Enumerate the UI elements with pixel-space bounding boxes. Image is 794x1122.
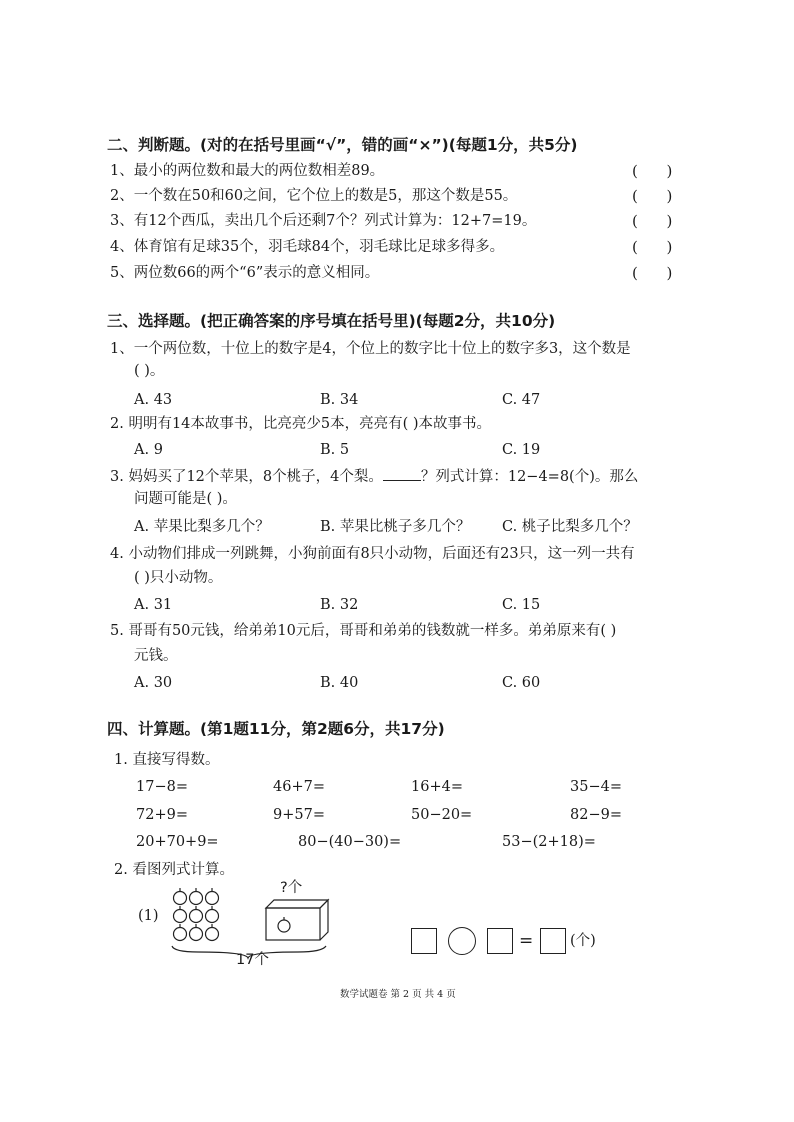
choice-q4-line2: ( )只小动物。	[134, 570, 223, 586]
answer-paren-4[interactable]: ( )	[632, 238, 673, 256]
choice-q1-option-b: B. 34	[320, 392, 359, 408]
answer-paren-5[interactable]: ( )	[632, 264, 673, 282]
equals-sign: =	[519, 931, 534, 951]
choice-q1-line1: 1、一个两位数，十位上的数字是4，个位上的数字比十位上的数字多3，这个数是	[110, 341, 631, 357]
picture-problem-label: (1)	[138, 908, 159, 924]
calc-6: 9+57=	[273, 807, 325, 823]
calc-10: 80−(40−30)=	[298, 834, 402, 850]
judge-item-3: 3、有12个西瓜，卖出几个后还剩7个？列式计算为：12+7=19。	[110, 213, 537, 229]
total-label: 17个	[236, 952, 269, 968]
judge-item-5: 5、两位数66的两个“6”表示的意义相同。	[110, 265, 380, 281]
choice-q4-option-b: B. 32	[320, 597, 359, 613]
judge-item-2: 2、一个数在50和60之间，它个位上的数是5，那这个数是55。	[110, 188, 518, 204]
box-icon	[266, 900, 328, 940]
section4-heading: 四、计算题。(第1题11分，第2题6分，共17分)	[107, 720, 445, 738]
calc-sub1-title: 1. 直接写得数。	[114, 752, 220, 768]
page-footer: 数学试题卷 第 2 页 共 4 页	[340, 989, 456, 1000]
apple-icon	[174, 888, 219, 941]
answer-box-result[interactable]	[540, 928, 566, 954]
calc-11: 53−(2+18)=	[502, 834, 596, 850]
judge-item-1: 1、最小的两位数和最大的两位数相差89。	[110, 163, 385, 179]
calc-1: 17−8=	[136, 779, 188, 795]
choice-q3-line2: 问题可能是( )。	[134, 491, 237, 507]
choice-q5-line1: 5. 哥哥有50元钱，给弟弟10元后，哥哥和弟弟的钱数就一样多。弟弟原来有( )	[110, 623, 617, 639]
calc-8: 82−9=	[570, 807, 622, 823]
choice-q2-line1: 2. 明明有14本故事书，比亮亮少5本，亮亮有( )本故事书。	[110, 416, 492, 432]
choice-q4-option-c: C. 15	[502, 597, 541, 613]
choice-q1-line2: ( )。	[134, 363, 165, 379]
choice-q4-option-a: A. 31	[134, 597, 173, 613]
section2-heading: 二、判断题。(对的在括号里画“√”，错的画“×”)(每题1分，共5分)	[107, 136, 578, 154]
choice-q3-option-c: C. 桃子比梨多几个？	[502, 519, 638, 535]
answer-blank[interactable]	[383, 466, 421, 481]
question-label: ?个	[280, 880, 303, 896]
choice-q2-option-b: B. 5	[320, 442, 350, 458]
choice-q1-option-a: A. 43	[134, 392, 173, 408]
calc-4: 35−4=	[570, 779, 622, 795]
judge-item-4: 4、体育馆有足球35个，羽毛球84个，羽毛球比足球多得多。	[110, 239, 505, 255]
answer-box-2[interactable]	[487, 928, 513, 954]
choice-q5-option-a: A. 30	[134, 675, 173, 691]
choice-q3-option-b: B. 苹果比桃子多几个？	[320, 519, 471, 535]
choice-q2-option-c: C. 19	[502, 442, 541, 458]
choice-q5-option-c: C. 60	[502, 675, 541, 691]
answer-paren-3[interactable]: ( )	[632, 212, 673, 230]
calc-3: 16+4=	[411, 779, 463, 795]
calc-5: 72+9=	[136, 807, 188, 823]
calc-2: 46+7=	[273, 779, 325, 795]
answer-paren-2[interactable]: ( )	[632, 187, 673, 205]
choice-q3-text-a: 3. 妈妈买了12个苹果，8个桃子，4个梨。	[110, 469, 383, 485]
answer-paren-1[interactable]: ( )	[632, 162, 673, 180]
operator-circle[interactable]	[448, 927, 476, 955]
calc-7: 50−20=	[411, 807, 473, 823]
calc-9: 20+70+9=	[136, 834, 219, 850]
choice-q3-option-a: A. 苹果比梨多几个？	[134, 519, 270, 535]
unit-label: (个)	[570, 933, 596, 949]
calc-sub2-title: 2. 看图列式计算。	[114, 862, 234, 878]
choice-q2-option-a: A. 9	[134, 442, 163, 458]
choice-q3-text-b: ？列式计算：12−4=8(个)。那么	[420, 469, 639, 485]
choice-q1-option-c: C. 47	[502, 392, 541, 408]
answer-box-1[interactable]	[411, 928, 437, 954]
choice-q4-line1: 4. 小动物们排成一列跳舞，小狗前面有8只小动物，后面还有23只，这一列一共有	[110, 546, 635, 562]
choice-q5-line2: 元钱。	[134, 648, 178, 664]
section3-heading: 三、选择题。(把正确答案的序号填在括号里)(每题2分，共10分)	[107, 312, 556, 330]
choice-q3-line1	[110, 466, 638, 487]
choice-q5-option-b: B. 40	[320, 675, 359, 691]
